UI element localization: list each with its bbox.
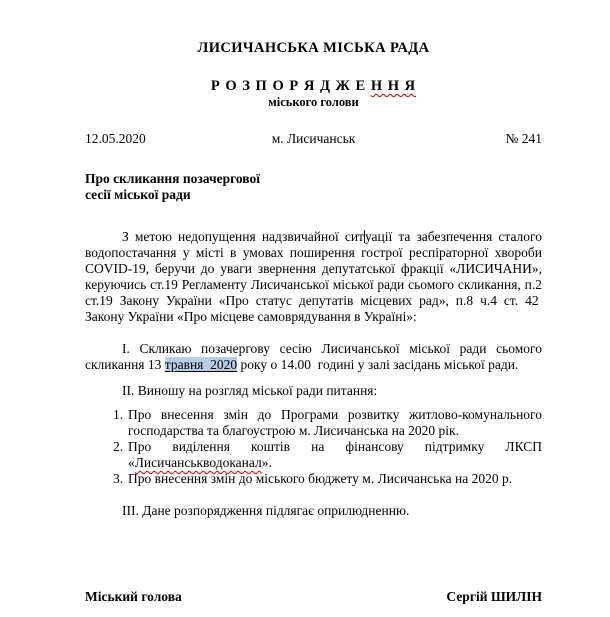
intro-text-before-caret: З метою недопущення надзвичайної сит	[122, 229, 364, 244]
document-content	[85, 40, 546, 605]
agenda-item-2-text-post: ».	[261, 455, 272, 470]
doc-type-text: Р О З П О Р Я Д Ж Е	[210, 78, 371, 94]
agenda-item-2[interactable]	[85, 439, 542, 471]
signature-position: Міський голова	[85, 589, 182, 604]
doc-date: 12.05.2020	[85, 131, 146, 146]
doc-subject-line2: сесії міської ради	[85, 187, 191, 202]
signature-name: Сергій ШИЛІН	[446, 589, 542, 604]
agenda-list	[85, 407, 542, 487]
doc-type-heading	[85, 78, 542, 95]
session-text-post: року о 14.00 годині у залі засідань міської ради.	[237, 357, 519, 372]
agenda-item-2-text-pre: Про виділення коштів на фінансову підтримку ЛКСП «	[128, 439, 542, 470]
questions-heading-paragraph[interactable]	[85, 383, 542, 399]
doc-subject-line1: Про скликання позачергової	[85, 171, 260, 186]
spellcheck-underline-heading: Н Н Я	[370, 78, 417, 94]
doc-subject	[85, 171, 542, 203]
spellcheck-underline-agenda: Лисичанськводоканал	[134, 455, 262, 470]
agenda-item-1-number: 1.	[113, 407, 124, 422]
doc-place: м. Лисичанськ	[271, 131, 356, 146]
agenda-item-2-text	[128, 439, 542, 471]
agenda-item-3[interactable]	[85, 471, 542, 487]
publication-paragraph[interactable]	[85, 503, 542, 519]
intro-text-after-caret: уації та забезпечення сталого водопостачання у місті в умовах поширення гострої респіраторної хвороби COVID-19, беручи до уваги звернення депутатської фракції «ЛИСИЧАНИ», керуючись ст.19 Регламенту Лисичанської міської ради сьомого скликання, п.2 ст.19 Закону України «Про статус депутатів місцевих рад», п.8 ч.4 ст. 42 Закону України «Про місцеве самоврядування в Україні»:	[85, 229, 546, 324]
signature-row	[85, 589, 542, 605]
session-text-pre: І. Скликаю позачергову сесію Лисичанської міської ради сьомого скликання 13	[85, 341, 546, 372]
org-name: ЛИСИЧАНСЬКА МІСЬКА РАДА	[197, 40, 430, 56]
agenda-item-1[interactable]	[85, 407, 542, 439]
selected-text[interactable]: травня 2020	[164, 357, 238, 372]
intro-paragraph[interactable]	[85, 229, 546, 325]
doc-number: № 241	[505, 131, 542, 146]
questions-heading-text: ІІ. Виношу на розгляд міської ради питання:	[122, 383, 378, 398]
doc-type-subtitle: міського голови	[268, 95, 359, 109]
date-place-number-row	[85, 131, 542, 147]
session-paragraph[interactable]	[85, 341, 546, 373]
agenda-item-1-text: Про внесення змін до Програми розвитку житлово-комунального господарства та благоустрою м. Лисичанська на 2020 рік.	[128, 407, 542, 438]
agenda-item-3-text: Про внесення змін до міського бюджету м. Лисичанська на 2020 р.	[128, 471, 513, 486]
agenda-item-3-number: 3.	[113, 471, 124, 486]
agenda-item-2-number: 2.	[113, 439, 124, 454]
publication-text: ІІІ. Дане розпорядження підлягає оприлюдненню.	[122, 503, 410, 518]
